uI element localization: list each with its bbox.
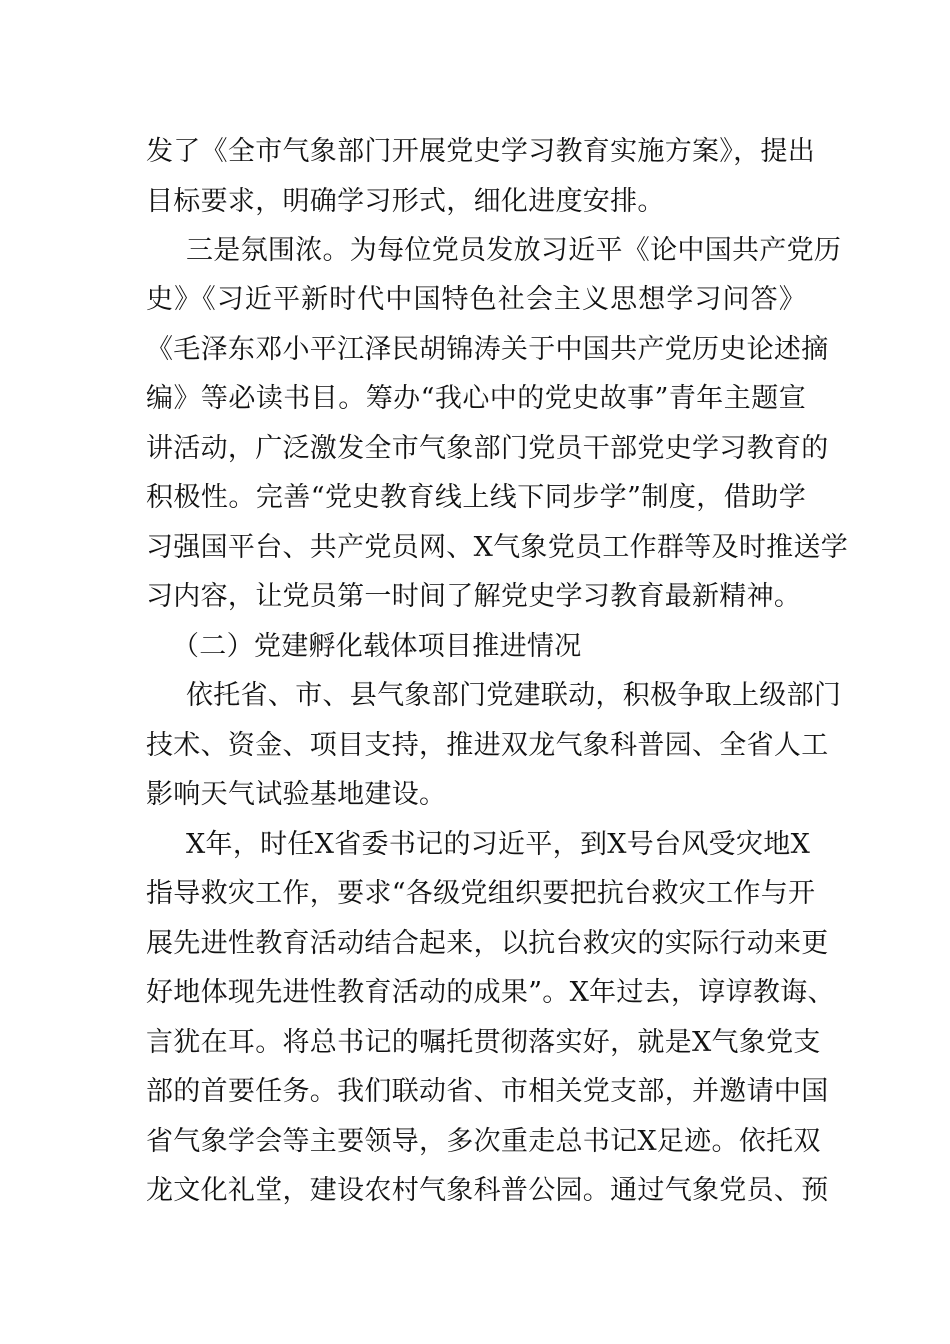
text-line: 积极性。完善“党史教育线上线下同步学”制度，借助学 [146, 482, 806, 513]
text-line: 省气象学会等主要领导，多次重走总书记X足迹。依托双 [146, 1126, 821, 1157]
section-heading: （二）党建孵化载体项目推进情况 [172, 631, 582, 662]
text-line: 依托省、市、县气象部门党建联动，积极争取上级部门 [186, 680, 842, 711]
text-line: 习强国平台、共产党员网、X气象党员工作群等及时推送学 [146, 532, 849, 563]
text-line: 讲活动，广泛激发全市气象部门党员干部党史学习教育的 [146, 433, 829, 464]
text-line: 习内容，让党员第一时间了解党史学习教育最新精神。 [146, 581, 802, 612]
text-line: 技术、资金、项目支持，推进双龙气象科普园、全省人工 [146, 730, 829, 761]
text-line: 龙文化礼堂，建设农村气象科普公园。通过气象党员、预 [146, 1175, 829, 1206]
text-line: X年，时任X省委书记的习近平，到X号台风受灾地X [186, 829, 811, 860]
text-line: 史》《习近平新时代中国特色社会主义思想学习问答》 [146, 284, 806, 315]
text-line: 指导救灾工作，要求“各级党组织要把抗台救灾工作与开 [146, 878, 816, 909]
text-line: 影响天气试验基地建设。 [146, 779, 447, 810]
text-line: 展先进性教育活动结合起来，以抗台救灾的实际行动来更 [146, 928, 829, 959]
text-line: 好地体现先进性教育活动的成果”。X年过去，谆谆教诲、 [146, 977, 835, 1008]
text-line: 三是氛围浓。为每位党员发放习近平《论中国共产党历 [186, 235, 842, 266]
text-line: 编》等必读书目。筹办“我心中的党史故事”青年主题宣 [146, 383, 806, 414]
text-line: 部的首要任务。我们联动省、市相关党支部，并邀请中国 [146, 1076, 829, 1107]
text-line: 发了《全市气象部门开展党史学习教育实施方案》，提出 [146, 136, 815, 167]
text-line: 《毛泽东邓小平江泽民胡锦涛关于中国共产党历史论述摘 [146, 334, 829, 365]
text-line: 目标要求，明确学习形式，细化进度安排。 [146, 186, 665, 217]
text-line: 言犹在耳。将总书记的嘱托贯彻落实好，就是X气象党支 [146, 1027, 821, 1058]
